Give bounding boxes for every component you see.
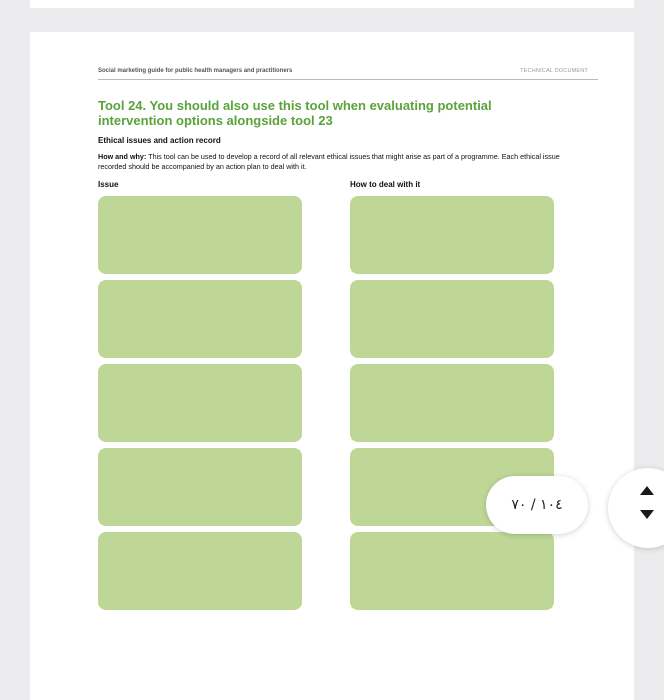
description-label: How and why: — [98, 152, 147, 161]
action-cell — [350, 280, 554, 358]
arrow-up-icon[interactable] — [640, 486, 654, 495]
tool-title: Tool 24. You should also use this tool when evaluating potential intervention options alongside tool 23 — [98, 98, 492, 128]
column-header-how: How to deal with it — [350, 180, 421, 189]
issue-cell — [98, 532, 302, 610]
previous-page-edge — [30, 0, 634, 8]
issue-cell — [98, 448, 302, 526]
page-indicator: ١٠٤ / ٧٠ — [486, 476, 588, 534]
action-cell — [350, 364, 554, 442]
running-header — [98, 68, 598, 80]
issue-cell — [98, 196, 302, 274]
issue-cell — [98, 364, 302, 442]
running-head-right: TECHNICAL DOCUMENT — [520, 68, 588, 74]
arrow-down-icon[interactable] — [640, 510, 654, 519]
action-cell — [350, 196, 554, 274]
description — [98, 152, 578, 171]
action-cell — [350, 532, 554, 610]
section-subtitle: Ethical issues and action record — [98, 136, 221, 145]
issue-cell — [98, 280, 302, 358]
running-head-left: Social marketing guide for public health managers and practitioners — [98, 68, 293, 74]
description-text: This tool can be used to develop a record of all relevant ethical issues that might arise as part of a programme. Each ethical issue recorded should be accompanied by an action plan to deal with it. — [98, 152, 560, 171]
document-page — [30, 32, 634, 700]
column-header-issue: Issue — [98, 180, 119, 189]
